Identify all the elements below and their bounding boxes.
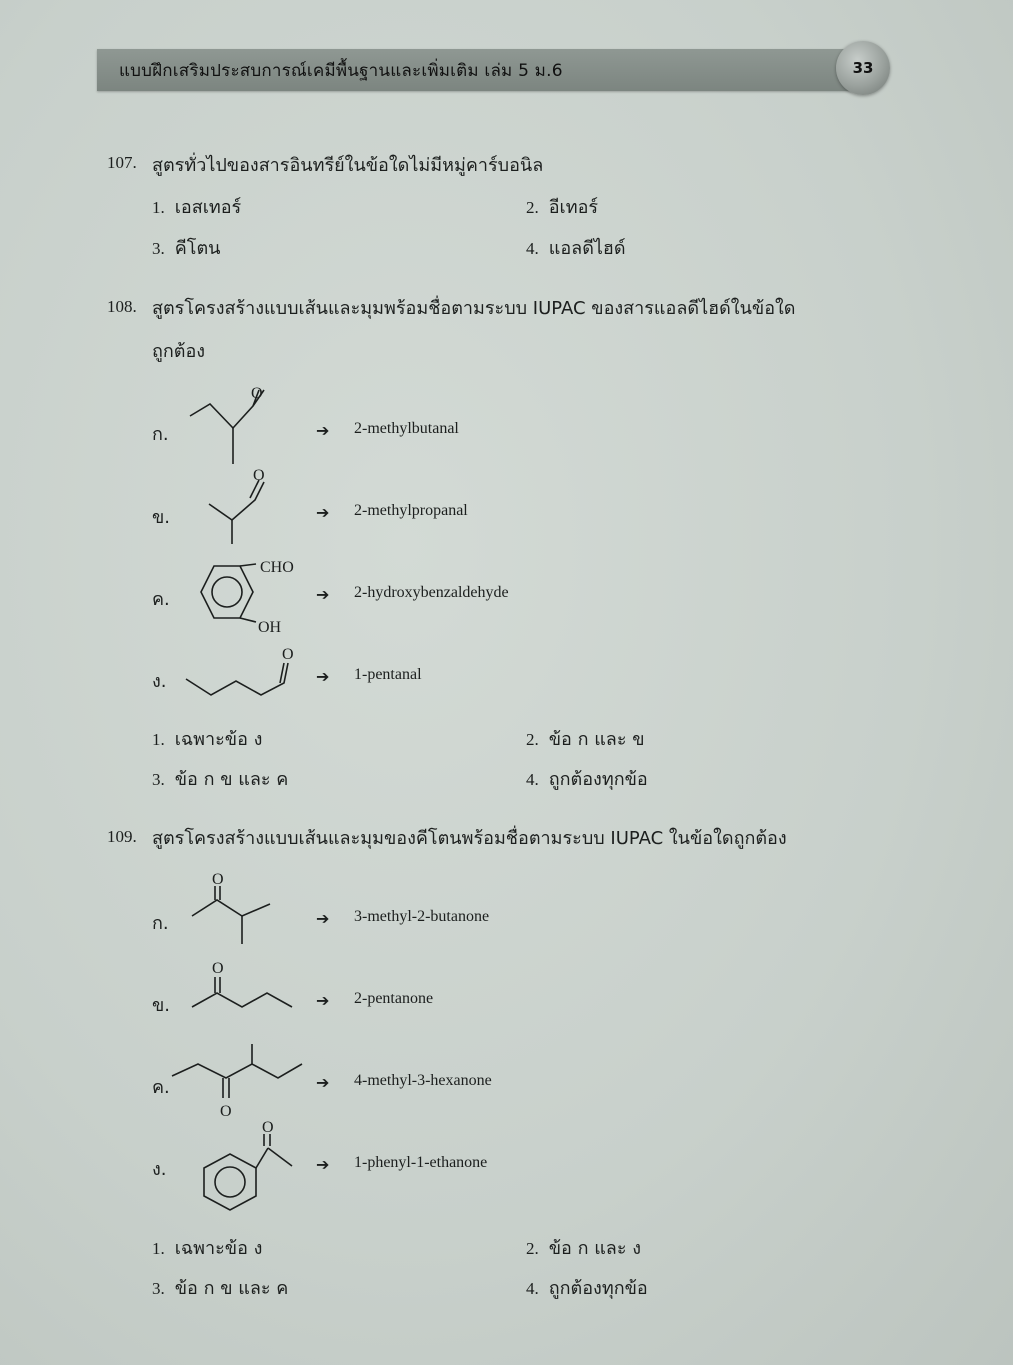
- atom-label: O: [253, 467, 265, 484]
- page-number: 33: [852, 59, 874, 77]
- question-text: สูตรทั่วไปของสารอินทรีย์ในข้อใดไม่มีหมู่คาร์บอนิล: [152, 155, 544, 176]
- option-text: คีโตน: [174, 238, 221, 259]
- compound-name: 2-methylpropanal: [354, 502, 468, 519]
- option-text: เฉพาะข้อ ง: [174, 1238, 263, 1259]
- option-number: 1.: [152, 1239, 165, 1258]
- option-text: อีเทอร์: [548, 197, 599, 218]
- option-number: 1.: [152, 730, 165, 749]
- compound-name: 2-methylbutanal: [354, 420, 459, 437]
- atom-label: O: [251, 385, 263, 402]
- option-1: [152, 192, 241, 221]
- option-1: [152, 724, 262, 753]
- structure-4-methyl-3-hexanone: [170, 1042, 310, 1122]
- item-letter: ค.: [152, 589, 170, 610]
- option-text: เฉพาะข้อ ง: [174, 729, 263, 750]
- option-number: 3.: [152, 239, 165, 258]
- option-number: 4.: [526, 239, 539, 258]
- atom-label: O: [220, 1103, 232, 1120]
- structure-3-methyl-2-butanone: [190, 870, 280, 950]
- structure-2-hydroxybenzaldehyde: [186, 554, 306, 636]
- option-number: 2.: [526, 730, 539, 749]
- option-text: ข้อ ก และ ง: [548, 1238, 642, 1259]
- header-bar: [97, 49, 867, 91]
- structure-1-phenyl-1-ethanone: [186, 1118, 306, 1218]
- question-number: 109.: [107, 827, 137, 846]
- item-letter: ข.: [152, 507, 171, 528]
- compound-name: 1-pentanal: [354, 666, 422, 683]
- option-2: [526, 192, 598, 221]
- structure-2-pentanone: [190, 955, 300, 1015]
- arrow-icon: ➔: [316, 667, 330, 686]
- option-text: ข้อ ก ข และ ค: [174, 769, 289, 790]
- option-text: เอสเทอร์: [174, 197, 242, 218]
- page-number-badge: [836, 41, 890, 95]
- question-number: 107.: [107, 153, 137, 172]
- option-text: ข้อ ก ข และ ค: [174, 1278, 289, 1299]
- item-letter: ก.: [152, 913, 169, 934]
- item-letter: ง.: [152, 1159, 167, 1180]
- option-3: [152, 233, 220, 262]
- arrow-icon: ➔: [316, 909, 330, 928]
- option-1: [152, 1233, 262, 1262]
- question-text-line1: สูตรโครงสร้างแบบเส้นและมุมพร้อมชื่อตามระบบ IUPAC ของสารแอลดีไฮด์ในข้อใด: [152, 298, 796, 319]
- option-text: ถูกต้องทุกข้อ: [548, 769, 648, 790]
- question-text: สูตรโครงสร้างแบบเส้นและมุมของคีโตนพร้อมชื่อตามระบบ IUPAC ในข้อใดถูกต้อง: [152, 828, 787, 849]
- option-number: 4.: [526, 770, 539, 789]
- option-number: 4.: [526, 1279, 539, 1298]
- arrow-icon: ➔: [316, 421, 330, 440]
- compound-name: 2-pentanone: [354, 990, 434, 1007]
- option-3: [152, 1273, 288, 1302]
- header-title: แบบฝึกเสริมประสบการณ์เคมีพื้นฐานและเพิ่มเติม เล่ม 5 ม.6: [119, 61, 563, 81]
- option-text: แอลดีไฮด์: [548, 238, 626, 259]
- arrow-icon: ➔: [316, 503, 330, 522]
- compound-name: 2-hydroxybenzaldehyde: [354, 584, 509, 601]
- question-number: 108.: [107, 297, 137, 316]
- arrow-icon: ➔: [316, 585, 330, 604]
- arrow-icon: ➔: [316, 991, 330, 1010]
- option-number: 2.: [526, 1239, 539, 1258]
- item-letter: ค.: [152, 1077, 170, 1098]
- option-number: 2.: [526, 198, 539, 217]
- arrow-icon: ➔: [316, 1155, 330, 1174]
- compound-name: 3-methyl-2-butanone: [354, 908, 490, 925]
- item-letter: ง.: [152, 671, 167, 692]
- option-text: ถูกต้องทุกข้อ: [548, 1278, 648, 1299]
- structure-2-methylpropanal: [207, 464, 277, 546]
- option-2: [526, 724, 645, 753]
- option-4: [526, 233, 626, 262]
- option-3: [152, 764, 288, 793]
- atom-label: O: [262, 1119, 274, 1136]
- option-number: 3.: [152, 1279, 165, 1298]
- option-2: [526, 1233, 641, 1262]
- structure-1-pentanal: [184, 643, 299, 703]
- option-4: [526, 764, 648, 793]
- arrow-icon: ➔: [316, 1073, 330, 1092]
- question-text-line2: ถูกต้อง: [152, 341, 206, 362]
- compound-name: 1-phenyl-1-ethanone: [354, 1154, 488, 1171]
- atom-label: CHO: [260, 559, 294, 576]
- atom-label: O: [212, 871, 224, 888]
- atom-label: O: [282, 646, 294, 663]
- option-text: ข้อ ก และ ข: [548, 729, 645, 750]
- structure-2-methylbutanal: [190, 380, 280, 470]
- item-letter: ข.: [152, 995, 171, 1016]
- atom-label: O: [212, 960, 224, 977]
- atom-label: OH: [258, 619, 282, 636]
- item-letter: ก.: [152, 424, 169, 445]
- option-4: [526, 1273, 648, 1302]
- compound-name: 4-methyl-3-hexanone: [354, 1072, 492, 1089]
- option-number: 3.: [152, 770, 165, 789]
- option-number: 1.: [152, 198, 165, 217]
